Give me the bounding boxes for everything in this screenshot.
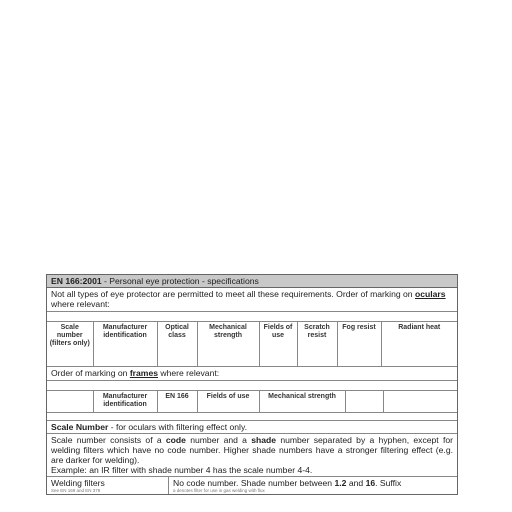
frames-col-fields-of-use: Fields of use [197, 391, 259, 413]
scale-heading-text: - for oculars with filtering effect only. [108, 422, 247, 432]
scale-example: Example: an IR filter with shade number 4 has the scale number 4-4. [51, 465, 313, 475]
col-mechanical-strength: Mechanical strength [197, 322, 259, 366]
intro-text: Not all types of eye protector are permitted to meet all these requirements. Order of marking on [51, 289, 415, 299]
welding-filters-reference: See EN 169 and EN 379 [51, 488, 101, 493]
frames-marking-table [47, 391, 457, 414]
spacer-row [47, 312, 457, 322]
code-term: code [165, 435, 186, 445]
frames-col-blank [383, 391, 457, 413]
welding-text: and [346, 478, 366, 488]
welding-suffix-note: a denotes filter for use in gas welding with flux [173, 488, 265, 493]
shade-term: shade [251, 435, 277, 445]
frames-col-mechanical-strength: Mechanical strength [259, 391, 345, 413]
frames-term: frames [129, 367, 158, 378]
shade-max: 16 [365, 478, 376, 488]
frames-text-end: where relevant: [158, 367, 220, 378]
col-optical-class: Optical class [157, 322, 197, 366]
scale-number-description [47, 434, 457, 476]
col-scratch-resist: Scratch resist [297, 322, 337, 366]
intro-text-end: where relevant: [51, 299, 110, 309]
spec-document [46, 274, 458, 495]
welding-filters-label: Welding filters [51, 478, 105, 488]
frames-text: Order of marking on [51, 367, 130, 378]
title-text: - Personal eye protection - specifications [101, 276, 259, 286]
document-title [47, 275, 457, 288]
standard-number: EN 166:2001 [51, 276, 102, 286]
col-radiant-heat: Radiant heat [381, 322, 457, 366]
intro-paragraph [47, 288, 457, 312]
frames-col-blank [47, 391, 93, 413]
frames-paragraph [47, 367, 457, 381]
spacer-row [47, 381, 457, 391]
welding-text: . Suffix [375, 478, 402, 488]
frames-col-manufacturer: Manufacturer identification [93, 391, 157, 413]
shade-min: 1.2 [334, 478, 347, 488]
spacer-row [47, 413, 457, 421]
scale-text: Scale number consists of a [51, 435, 166, 445]
oculars-marking-table [47, 322, 457, 367]
col-scale-number: Scale number (filters only) [47, 322, 93, 366]
col-fog-resist: Fog resist [337, 322, 381, 366]
frames-col-blank [345, 391, 383, 413]
col-manufacturer: Manufacturer identification [93, 322, 157, 366]
welding-filters-label-cell [47, 477, 169, 494]
scale-heading-label: Scale Number [51, 422, 109, 432]
frames-col-standard: EN 166 [157, 391, 197, 413]
scale-text: number separated by a hyphen, except for welding filters which have no code number. Higher shade numbers have a stronger filtering effect (e.g. are darker for welding). [51, 435, 453, 465]
scale-text: number and a [185, 435, 252, 445]
col-fields-of-use: Fields of use [259, 322, 297, 366]
welding-filters-description [169, 477, 457, 494]
oculars-term: oculars [414, 289, 446, 299]
welding-text: No code number. Shade number between [173, 478, 335, 488]
welding-filters-row [47, 476, 457, 494]
scale-number-heading [47, 421, 457, 434]
